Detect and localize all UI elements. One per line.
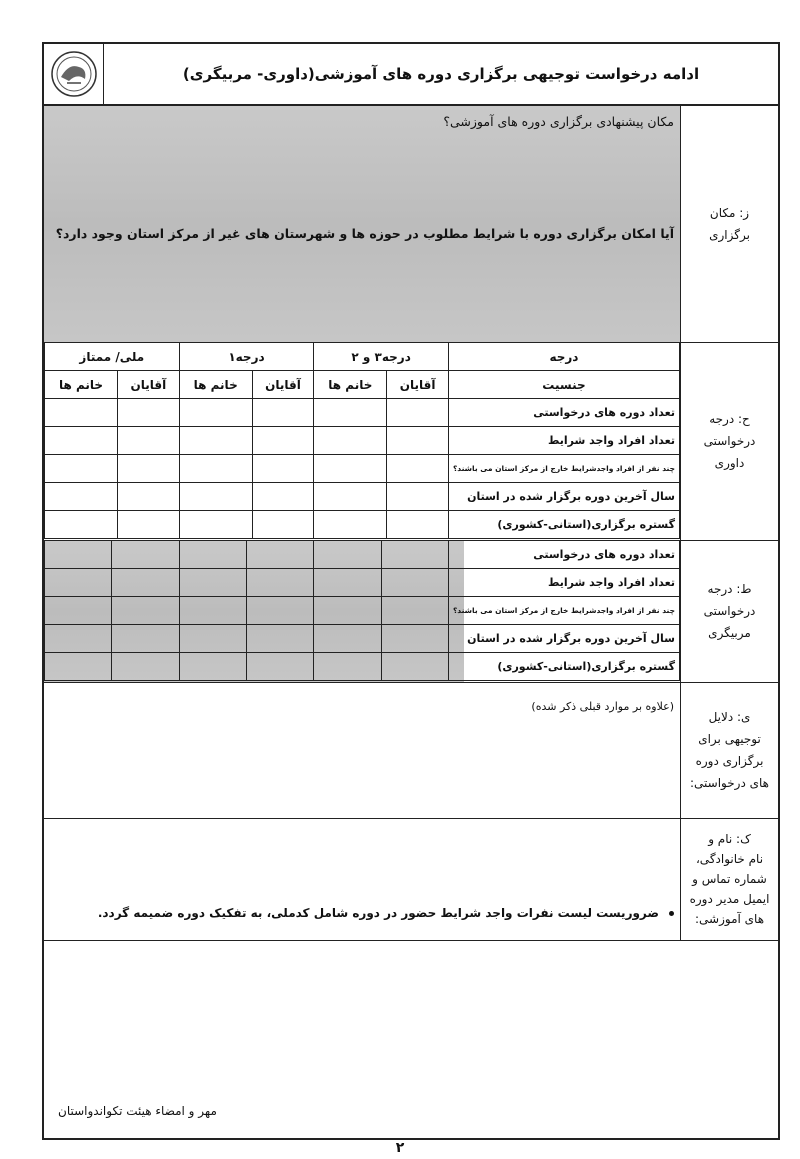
entry-cell[interactable] xyxy=(314,541,381,569)
entry-cell[interactable] xyxy=(247,569,314,597)
entry-cell[interactable] xyxy=(179,455,252,483)
divider xyxy=(44,818,778,819)
entry-cell[interactable] xyxy=(247,653,314,681)
entry-cell[interactable] xyxy=(314,483,387,511)
entry-cell[interactable] xyxy=(247,597,314,625)
entry-cell[interactable] xyxy=(45,427,118,455)
table-row xyxy=(45,399,680,427)
entry-cell[interactable] xyxy=(314,427,387,455)
entry-cell[interactable] xyxy=(179,427,252,455)
entry-cell[interactable] xyxy=(252,511,314,539)
entry-cell[interactable] xyxy=(314,569,381,597)
entry-cell[interactable] xyxy=(112,569,179,597)
entry-cell[interactable] xyxy=(387,483,449,511)
section-t-label-line2: درخواستی xyxy=(703,604,756,618)
entry-cell[interactable] xyxy=(179,511,252,539)
entry-cell[interactable] xyxy=(381,541,448,569)
entry-cell[interactable] xyxy=(247,541,314,569)
group-header-1: درجه۱ xyxy=(179,343,314,371)
table-row xyxy=(45,597,680,625)
entry-cell[interactable] xyxy=(45,455,118,483)
section-k-label-line3: شماره تماس و xyxy=(692,872,767,886)
attachment-note-text: ضروریست لیست نفرات واجد شرایط حضور در دوره شامل کدملی، به تفکیک دوره ضمیمه گردد. xyxy=(97,906,659,920)
entry-cell[interactable] xyxy=(45,483,118,511)
entry-cell[interactable] xyxy=(45,569,112,597)
section-k-label xyxy=(680,818,778,940)
row-label: تعداد افراد واجد شرایط xyxy=(448,569,679,597)
entry-cell[interactable] xyxy=(45,653,112,681)
table-row xyxy=(45,569,680,597)
entry-cell[interactable] xyxy=(118,399,180,427)
federation-logo-icon xyxy=(44,44,104,104)
entry-cell[interactable] xyxy=(381,569,448,597)
entry-cell[interactable] xyxy=(247,625,314,653)
table-row xyxy=(45,511,680,539)
entry-cell[interactable] xyxy=(314,653,381,681)
entry-cell[interactable] xyxy=(112,625,179,653)
reasons-note: (علاوه بر موارد قبلی ذکر شده) xyxy=(531,700,674,713)
gender-men: آقایان xyxy=(252,371,314,399)
gender-men: آقایان xyxy=(118,371,180,399)
row-label: چند نفر از افراد واجدشرایط خارج از مرکز استان می باشند؟ xyxy=(448,597,679,625)
section-z-shade xyxy=(44,106,680,342)
row-label: گستره برگزاری(استانی-کشوری) xyxy=(448,511,679,539)
section-k-label-line5: های آموزشی: xyxy=(694,912,765,926)
gender-women: خانم ها xyxy=(45,371,118,399)
degree-header: درجه xyxy=(448,343,679,371)
reasons-field[interactable] xyxy=(44,684,680,818)
entry-cell[interactable] xyxy=(252,427,314,455)
entry-cell[interactable] xyxy=(45,597,112,625)
entry-cell[interactable] xyxy=(314,399,387,427)
entry-cell[interactable] xyxy=(314,511,387,539)
entry-cell[interactable] xyxy=(112,541,179,569)
section-k-label-line2: نام خانوادگی، xyxy=(695,852,764,866)
section-h-label-line2: درخواستی xyxy=(703,434,756,448)
coach-grade-table xyxy=(44,540,680,681)
entry-cell[interactable] xyxy=(45,511,118,539)
table-row xyxy=(45,541,680,569)
entry-cell[interactable] xyxy=(179,541,246,569)
section-h-label-line1: ح: درجه xyxy=(709,412,750,426)
row-label: چند نفر از افراد واجدشرایط خارج از مرکز استان می باشند؟ xyxy=(448,455,679,483)
group-header-2-3: درجه۳ و ۲ xyxy=(314,343,449,371)
entry-cell[interactable] xyxy=(252,455,314,483)
referee-grade-table xyxy=(44,342,680,539)
entry-cell[interactable] xyxy=(179,399,252,427)
section-y-label-line1: ی: دلایل xyxy=(708,710,751,724)
section-y-label xyxy=(680,682,778,818)
entry-cell[interactable] xyxy=(381,597,448,625)
entry-cell[interactable] xyxy=(387,399,449,427)
entry-cell[interactable] xyxy=(45,541,112,569)
section-y-label-line2: توجیهی برای xyxy=(698,732,761,746)
entry-cell[interactable] xyxy=(179,569,246,597)
row-label: تعداد افراد واجد شرایط xyxy=(448,427,679,455)
form-title: ادامه درخواست توجیهی برگزاری دوره های آموزشی(داوری- مربیگری) xyxy=(182,65,700,83)
gender-women: خانم ها xyxy=(314,371,387,399)
gender-header: جنسیت xyxy=(448,371,679,399)
row-label: سال آخرین دوره برگزار شده در استان xyxy=(448,625,679,653)
table-row xyxy=(45,653,680,681)
section-z-label-line2: برگزاری xyxy=(709,228,750,242)
entry-cell[interactable] xyxy=(387,427,449,455)
section-k-label-line1: ک: نام و xyxy=(708,832,751,846)
entry-cell[interactable] xyxy=(381,653,448,681)
row-label: تعداد دوره های درخواستی xyxy=(448,541,679,569)
row-label: سال آخرین دوره برگزار شده در استان xyxy=(448,483,679,511)
gender-women: خانم ها xyxy=(179,371,252,399)
form-frame xyxy=(42,42,780,1140)
section-z-label-line1: ز: مکان xyxy=(709,206,750,220)
section-y-label-line4: های درخواستی: xyxy=(690,776,770,790)
section-t-label-line1: ط: درجه xyxy=(707,582,752,596)
stamp-signature-label: مهر و امضاء هیئت تکواندواستان xyxy=(58,1104,217,1118)
other-cities-question: آیا امکان برگزاری دوره با شرایط مطلوب در حوزه ها و شهرستان های غیر از مرکز استان وجود دارد؟ xyxy=(55,226,674,241)
entry-cell[interactable] xyxy=(112,597,179,625)
entry-cell[interactable] xyxy=(45,625,112,653)
section-h-label xyxy=(680,342,778,540)
form-header xyxy=(44,44,778,106)
section-k-label-line4: ایمیل مدیر دوره xyxy=(689,892,770,906)
entry-cell[interactable] xyxy=(118,483,180,511)
table-row xyxy=(45,455,680,483)
entry-cell[interactable] xyxy=(314,597,381,625)
section-h-label-line3: داوری xyxy=(714,456,745,470)
entry-cell[interactable] xyxy=(112,653,179,681)
location-question: مکان پیشنهادی برگزاری دوره های آموزشی؟ xyxy=(443,114,674,129)
entry-cell[interactable] xyxy=(179,625,246,653)
row-label: گستره برگزاری(استانی-کشوری) xyxy=(448,653,679,681)
table-row xyxy=(45,427,680,455)
section-y-label-line3: برگزاری دوره xyxy=(695,754,764,768)
gender-men: آقایان xyxy=(387,371,449,399)
entry-cell[interactable] xyxy=(118,511,180,539)
entry-cell[interactable] xyxy=(252,483,314,511)
entry-cell[interactable] xyxy=(179,597,246,625)
table-row xyxy=(45,625,680,653)
table-row xyxy=(45,483,680,511)
entry-cell[interactable] xyxy=(381,625,448,653)
page-number: ۲ xyxy=(395,1140,405,1156)
section-z-label xyxy=(680,106,778,342)
divider xyxy=(44,940,778,941)
group-header-national: ملی/ ممتاز xyxy=(45,343,180,371)
row-label: تعداد دوره های درخواستی xyxy=(448,399,679,427)
entry-cell[interactable] xyxy=(118,455,180,483)
entry-cell[interactable] xyxy=(118,427,180,455)
divider xyxy=(44,682,778,683)
manager-contact-field[interactable] xyxy=(44,820,680,938)
entry-cell[interactable] xyxy=(252,399,314,427)
entry-cell[interactable] xyxy=(387,455,449,483)
entry-cell[interactable] xyxy=(179,483,252,511)
section-t-label xyxy=(680,540,778,682)
section-t-label-line3: مربیگری xyxy=(708,626,751,640)
entry-cell[interactable] xyxy=(314,455,387,483)
entry-cell[interactable] xyxy=(45,399,118,427)
entry-cell[interactable] xyxy=(179,653,246,681)
entry-cell[interactable] xyxy=(314,625,381,653)
entry-cell[interactable] xyxy=(387,511,449,539)
